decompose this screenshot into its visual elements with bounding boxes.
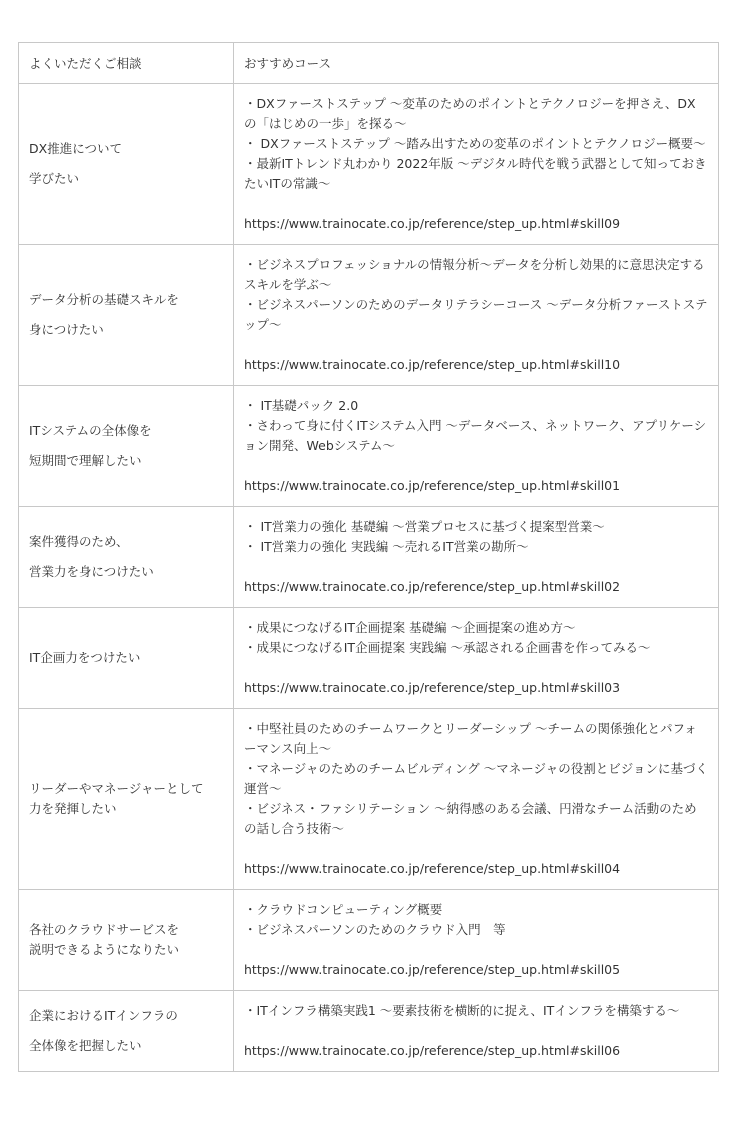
course-item: ・最新ITトレンド丸わかり 2022年版 〜デジタル時代を戦う武器として知っておきたいITの常識〜 (244, 156, 707, 191)
course-item: ・さわって身に付くITシステム入門 〜データベース、ネットワーク、アプリケーション開発、Webシステム〜 (244, 418, 707, 453)
consultation-cell (19, 245, 234, 386)
course-item: ・中堅社員のためのチームワークとリーダーシップ 〜チームの関係強化とパフォーマンス向上〜 (244, 721, 697, 756)
course-url: https://www.trainocate.co.jp/reference/step_up.html#skill02 (244, 579, 621, 594)
consultation-text: 企業におけるITインフラの (29, 1008, 178, 1023)
table-row (19, 84, 719, 245)
course-item: ・ビジネス・ファシリテーション 〜納得感のある会議、円滑なチーム活動のための話し合う技術〜 (244, 801, 697, 836)
courses-cell (234, 709, 719, 890)
course-item: ・ビジネスパーソンのためのクラウド入門 等 (244, 922, 506, 937)
consultation-cell (19, 386, 234, 507)
consultation-cell (19, 507, 234, 608)
course-url: https://www.trainocate.co.jp/reference/step_up.html#skill09 (244, 216, 621, 231)
table-row (19, 608, 719, 709)
course-url: https://www.trainocate.co.jp/reference/step_up.html#skill05 (244, 962, 621, 977)
course-item: ・ビジネスプロフェッショナルの情報分析〜データを分析し効果的に意思決定するスキルを学ぶ〜 (244, 257, 705, 292)
consultation-cell (19, 709, 234, 890)
course-item: ・ IT基礎パック 2.0 (244, 398, 359, 413)
course-url: https://www.trainocate.co.jp/reference/step_up.html#skill03 (244, 680, 621, 695)
consultation-table (18, 42, 719, 1072)
consultation-text: 力を発揮したい (29, 801, 117, 816)
course-item: ・マネージャのためのチームビルディング 〜マネージャの役割とビジョンに基づく運営〜 (244, 761, 708, 796)
consultation-cell (19, 608, 234, 709)
table-row (19, 245, 719, 386)
consultation-text: 案件獲得のため、 (29, 534, 129, 549)
courses-cell (234, 507, 719, 608)
course-item: ・クラウドコンピューティング概要 (244, 902, 443, 917)
course-item: ・ビジネスパーソンのためのデータリテラシーコース 〜データ分析ファーストステップ〜 (244, 297, 708, 332)
header-recommended-courses: おすすめコース (234, 43, 719, 84)
course-item: ・成果につなげるIT企画提案 基礎編 〜企画提案の進め方〜 (244, 620, 576, 635)
consultation-text: 各社のクラウドサービスを (29, 922, 180, 937)
course-url: https://www.trainocate.co.jp/reference/step_up.html#skill04 (244, 861, 621, 876)
table-header-row (19, 43, 719, 84)
courses-cell (234, 245, 719, 386)
courses-cell (234, 991, 719, 1072)
consultation-text: IT企画力をつけたい (29, 650, 141, 665)
course-url: https://www.trainocate.co.jp/reference/step_up.html#skill01 (244, 478, 621, 493)
course-item: ・ DXファーストステップ 〜踏み出すための変革のポイントとテクノロジー概要〜 (244, 136, 706, 151)
course-url: https://www.trainocate.co.jp/reference/step_up.html#skill10 (244, 357, 621, 372)
courses-cell (234, 608, 719, 709)
consultation-cell (19, 890, 234, 991)
course-url: https://www.trainocate.co.jp/reference/step_up.html#skill06 (244, 1043, 621, 1058)
table-row (19, 386, 719, 507)
consultation-text: DX推進について (29, 141, 122, 156)
courses-cell (234, 84, 719, 245)
course-item: ・成果につなげるIT企画提案 実践編 〜承認される企画書を作ってみる〜 (244, 640, 651, 655)
course-item: ・ IT営業力の強化 実践編 〜売れるIT営業の勘所〜 (244, 539, 529, 554)
consultation-text: ITシステムの全体像を (29, 423, 152, 438)
consultation-text: 営業力を身につけたい (29, 564, 154, 579)
courses-cell (234, 890, 719, 991)
consultation-cell (19, 991, 234, 1072)
consultation-cell (19, 84, 234, 245)
table-row (19, 890, 719, 991)
course-item: ・ITインフラ構築実践1 〜要素技術を横断的に捉え、ITインフラを構築する〜 (244, 1003, 680, 1018)
consultation-text: 学びたい (29, 171, 80, 186)
consultation-text: 身につけたい (29, 322, 104, 337)
table-row (19, 709, 719, 890)
course-item: ・DXファーストステップ 〜変革のためのポイントとテクノロジーを押さえ、DXの「はじめの一歩」を探る〜 (244, 96, 696, 131)
table-row (19, 991, 719, 1072)
consultation-text: 短期間で理解したい (29, 453, 142, 468)
course-item: ・ IT営業力の強化 基礎編 〜営業プロセスに基づく提案型営業〜 (244, 519, 605, 534)
courses-cell (234, 386, 719, 507)
header-consultation: よくいただくご相談 (19, 43, 234, 84)
consultation-text: 全体像を把握したい (29, 1038, 142, 1053)
consultation-text: リーダーやマネージャーとして (29, 781, 204, 796)
consultation-text: データ分析の基礎スキルを (29, 292, 179, 307)
table-row (19, 507, 719, 608)
consultation-text: 説明できるようになりたい (29, 942, 180, 957)
